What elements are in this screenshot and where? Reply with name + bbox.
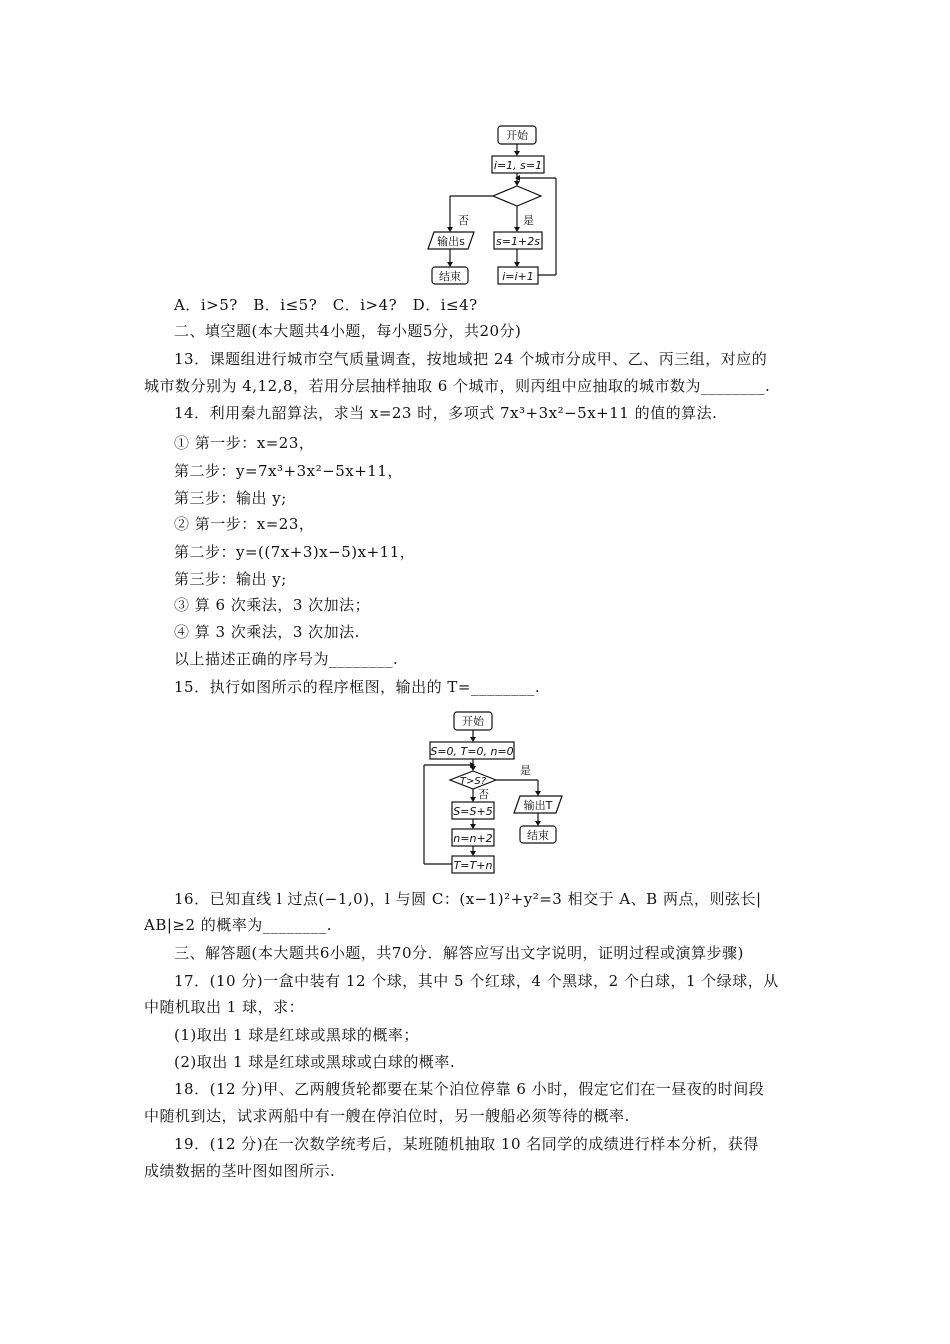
flow1-start-text: 开始 [506,129,528,142]
q14-step1c: 第三步：输出 y; [174,489,287,507]
q19-line1: 19．(12 分)在一次数学统考后，某班随机抽取 10 名同学的成绩进行样本分析，获得 [174,1135,759,1153]
section2-title: 二、填空题(本大题共4小题，每小题5分，共20分) [174,322,522,340]
flow1-update-i-text: i=i+1 [502,270,534,283]
q16-line2: AB|≥2 的概率为________. [144,916,333,934]
q14-step2b: 第二步：y=((7x+3)x−5)x+11， [174,543,416,561]
q14-step1b: 第二步：y=7x³+3x²−5x+11， [174,462,403,480]
flow2-condition-text: T>S? [459,776,487,787]
q17-line1: 17．(10 分)一盒中装有 12 个球，其中 5 个红球，4 个黑球，2 个白球，1 个绿球，从 [174,972,779,990]
q18-line2: 中随机到达，试求两船中有一艘在停泊位时，另一艘船必须等待的概率. [144,1107,630,1125]
flowchart-loop-t [410,706,590,876]
flow1-yes-label: 是 [523,214,534,227]
flow2-update-n-text: n=n+2 [453,832,493,845]
section3-title: 三、解答题(本大题共6小题，共70分．解答应写出文字说明，证明过程或演算步骤) [174,944,744,962]
q14-item4: ④ 算 3 次乘法，3 次加法. [174,623,360,641]
flow1-init-text: i=1, s=1 [493,159,543,172]
flow2-update-t-text: T=T+n [453,859,493,872]
q13-line2: 城市数分别为 4,12,8，若用分层抽样抽取 6 个城市，则丙组中应抽取的城市数为________. [144,377,771,395]
flow1-update-s-text: s=1+2s [496,235,540,248]
flow1-end-text: 结束 [439,270,461,283]
q17-part2: (2)取出 1 球是红球或黑球或白球的概率. [174,1053,456,1071]
flow2-update-s-text: S=S+5 [453,805,493,818]
q19-line2: 成绩数据的茎叶图如图所示. [144,1162,336,1180]
flow1-no-label: 否 [458,214,469,227]
flow1-condition-diamond [493,186,541,206]
flow2-yes-label: 是 [520,764,531,777]
q14-item3: ③ 算 6 次乘法，3 次加法； [174,596,371,614]
flow2-output-text: 输出T [523,799,553,812]
q14-step2c: 第三步：输出 y; [174,570,287,588]
flowchart-loop-s [420,118,580,290]
flow1-output-text: 输出s [437,235,465,248]
q14-ask: 以上描述正确的序号为________. [174,650,399,668]
q14-line1: 14．利用秦九韶算法，求当 x=23 时，多项式 7x³+3x²−5x+11 的值的算法. [174,404,718,422]
flow2-no-label: 否 [478,788,489,801]
q14-step2a: ② 第一步：x=23， [174,515,315,533]
flow2-end-text: 结束 [527,829,549,842]
q16-line1: 16．已知直线 l 过点(−1,0)，l 与圆 C：(x−1)²+y²=3 相交于 A、B 两点，则弦长| [174,890,762,908]
q17-part1: (1)取出 1 球是红球或黑球的概率； [174,1026,419,1044]
q14-step1a: ① 第一步：x=23， [174,434,315,452]
q17-line2: 中随机取出 1 球，求： [144,998,305,1016]
q12-options: A．i>5? B．i≤5? C．i>4? D．i≤4? [174,296,478,314]
flow2-start-text: 开始 [462,715,484,728]
q13-line1: 13．课题组进行城市空气质量调查，按地域把 24 个城市分成甲、乙、丙三组，对应的 [174,350,768,368]
q15-text: 15．执行如图所示的程序框图，输出的 T=________. [174,678,541,696]
q18-line1: 18．(12 分)甲、乙两艘货轮都要在某个泊位停靠 6 小时，假定它们在一昼夜的时间段 [174,1080,765,1098]
flow2-init-text: S=0, T=0, n=0 [430,745,514,758]
